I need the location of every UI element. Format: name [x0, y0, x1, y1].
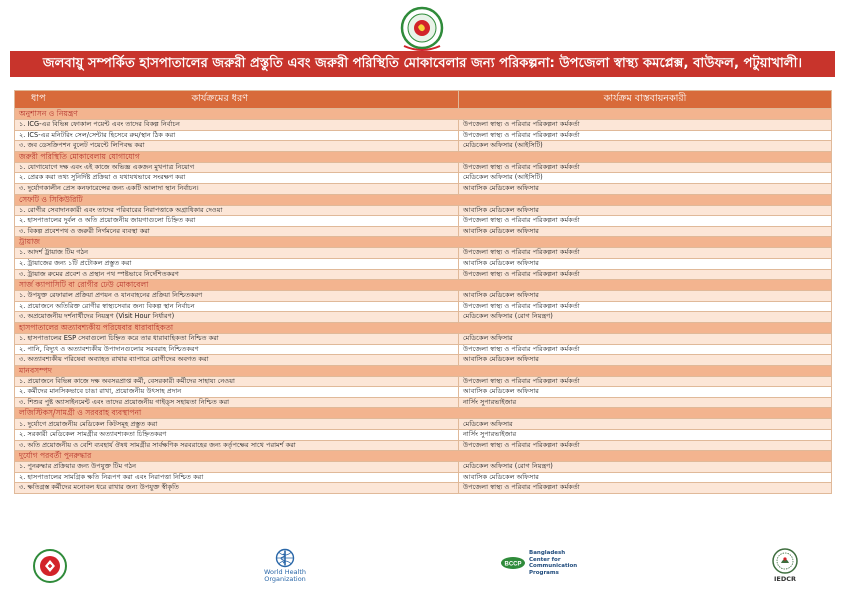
- header-activity-type: কার্যক্রমের ধরণ: [191, 93, 248, 104]
- emergency-plan-table: [14, 90, 832, 494]
- activity-cell: ২. প্রেরক করা তথ্য সুনির্দিষ্ট প্রক্রিয়া ও যথাযথভাবে সংরক্ষণ করা: [15, 173, 459, 184]
- implementer-cell: আবাসিক মেডিকেল অফিসার: [459, 183, 832, 194]
- table-row: [15, 130, 832, 141]
- implementer-cell: মেডিকেল অফিসার (আইসিটি): [459, 173, 832, 184]
- activity-cell: ১. দুর্যোগে প্রয়োজনীয় মেডিকেল কিটসমূহ প্রস্তুত করা: [15, 419, 459, 430]
- header-implementer: কার্যক্রম বাস্তবায়নকারী: [459, 91, 832, 109]
- section-row: [15, 451, 832, 462]
- table-row: [15, 291, 832, 302]
- dghs-emblem-icon: [32, 548, 68, 584]
- bccp-logo: [500, 550, 577, 576]
- table-row: [15, 183, 832, 194]
- implementer-cell: উপজেলা স্বাস্থ্য ও পরিবার পরিকল্পনা কর্মকর্তা: [459, 301, 832, 312]
- bccp-line-2: Center for: [529, 556, 561, 563]
- table-row: [15, 333, 832, 344]
- section-row: [15, 109, 832, 120]
- section-title: সেফটি ও সিকিউরিটি: [15, 194, 832, 205]
- table-row: [15, 387, 832, 398]
- activity-cell: ১. ICG-এর বিভিন্ন ফোকাল পয়েন্ট এবং তাদের বিকল্প নির্বাচন: [15, 120, 459, 131]
- activity-cell: ৩. বিকল্প প্রবেশপথ ও জরুরী নির্গমনের ব্যবস্থা করা: [15, 226, 459, 237]
- table-row: [15, 301, 832, 312]
- activity-cell: ৩. দুর্যোগকালীন প্রেস কনফারেন্সের জন্য একটি আলাদা স্থান নির্বাচন।: [15, 183, 459, 194]
- dghs-logo: [32, 548, 68, 584]
- table-row: [15, 376, 832, 387]
- section-title: ট্রায়াজ: [15, 237, 832, 248]
- activity-cell: ৩. অপ্রয়োজনীয় দর্শনার্থীদের নিয়ন্ত্রণ (Visit Hour নির্ধারণ): [15, 312, 459, 323]
- activity-cell: ২. ICS-এর মনিটরিং সেল/সেন্টার হিসেবে রুম/স্থান ঠিক করা: [15, 130, 459, 141]
- header-cell-step-activity: [15, 91, 459, 109]
- activity-cell: ১. পুনরুদ্ধার প্রক্রিয়ার জন্য উপযুক্ত টিম গঠন: [15, 462, 459, 473]
- bccp-line-4: Programs: [529, 569, 559, 576]
- activity-cell: ২. হাসপাতালের দুর্বল ও অতি প্রয়োজনীয় জায়গাগুলো চিহ্নিত করা: [15, 216, 459, 227]
- header-step: ধাপ: [31, 93, 46, 104]
- bccp-badge-text: BCCP: [504, 561, 522, 568]
- bangladesh-government-emblem-icon: [398, 6, 446, 52]
- activity-cell: ১. উপযুক্ত রেফারাল প্রক্রিয়া প্রণয়ন ও যানবাহনের প্রক্রিয়া নিশ্চিতকরণ: [15, 291, 459, 302]
- table-row: [15, 269, 832, 280]
- iedcr-label: IEDCR: [773, 575, 797, 583]
- table-row: [15, 397, 832, 408]
- table-row: [15, 162, 832, 173]
- activity-cell: ৩. জব ডেসক্রিপশন বুলেট পয়েন্টে লিপিবদ্ধ করা: [15, 141, 459, 152]
- activity-cell: ৩. ট্রায়াজ রুমের প্রবেশ ও প্রস্থান পথ স্পষ্টভাবে নির্দেশিতকরণ: [15, 269, 459, 280]
- table-row: [15, 216, 832, 227]
- section-title: অনুশাসন ও নিয়ন্ত্রণ: [15, 109, 832, 120]
- implementer-cell: আবাসিক মেডিকেল অফিসার: [459, 472, 832, 483]
- table-row: [15, 120, 832, 131]
- bccp-emblem-icon: [500, 556, 526, 570]
- implementer-cell: নার্সিং সুপারভাইজার: [459, 397, 832, 408]
- implementer-cell: উপজেলা স্বাস্থ্য ও পরিবার পরিকল্পনা কর্মকর্তা: [459, 120, 832, 131]
- table-row: [15, 344, 832, 355]
- implementer-cell: উপজেলা স্বাস্থ্য ও পরিবার পরিকল্পনা কর্মকর্তা: [459, 269, 832, 280]
- table-row: [15, 355, 832, 366]
- table-row: [15, 248, 832, 259]
- implementer-cell: উপজেলা স্বাস্থ্য ও পরিবার পরিকল্পনা কর্মকর্তা: [459, 130, 832, 141]
- table-row: [15, 483, 832, 494]
- who-emblem-icon: [274, 548, 296, 568]
- implementer-cell: উপজেলা স্বাস্থ্য ও পরিবার পরিকল্পনা কর্মকর্তা: [459, 483, 832, 494]
- table-row: [15, 258, 832, 269]
- table-row: [15, 462, 832, 473]
- activity-cell: ২. পানি, বিদ্যুৎ ও অত্যাবশ্যকীয় উপাদানগুলোর সরবরাহ নিশ্চিতকরণ: [15, 344, 459, 355]
- table-row: [15, 312, 832, 323]
- activity-cell: ১. হাসপাতালের ESP সেবাগুলো চিহ্নিত করে তার ধারাবাহিকতা নিশ্চিত করা: [15, 333, 459, 344]
- page-title-banner: [10, 51, 835, 77]
- implementer-cell: মেডিকেল অফিসার (রোগ নিয়ন্ত্রণ): [459, 312, 832, 323]
- table-body: [15, 109, 832, 494]
- implementer-cell: উপজেলা স্বাস্থ্য ও পরিবার পরিকল্পনা কর্মকর্তা: [459, 440, 832, 451]
- implementer-cell: উপজেলা স্বাস্থ্য ও পরিবার পরিকল্পনা কর্মকর্তা: [459, 344, 832, 355]
- table-row: [15, 141, 832, 152]
- activity-cell: ৩. শিশুর পুষ্ট অ্যাসাইনমেন্ট এবং তাদের প্রয়োজনীয় গাইড্স সহায়তা নিশ্চিত করা: [15, 397, 459, 408]
- implementer-cell: আবাসিক মেডিকেল অফিসার: [459, 258, 832, 269]
- implementer-cell: আবাসিক মেডিকেল অফিসার: [459, 226, 832, 237]
- table-row: [15, 173, 832, 184]
- bccp-line-1: Bangladesh: [529, 550, 566, 556]
- implementer-cell: মেডিকেল অফিসার (আইসিটি): [459, 141, 832, 152]
- implementer-cell: আবাসিক মেডিকেল অফিসার: [459, 291, 832, 302]
- table-row: [15, 472, 832, 483]
- implementer-cell: উপজেলা স্বাস্থ্য ও পরিবার পরিকল্পনা কর্মকর্তা: [459, 376, 832, 387]
- activity-cell: ১. আদর্শ ট্রায়াজ টিম গঠন: [15, 248, 459, 259]
- iedcr-logo: [772, 548, 798, 583]
- section-row: [15, 237, 832, 248]
- activity-cell: ৩. অত্যাবশ্যকীয় পরিষেবা অব্যাহত রাখার ব্যাপারে রোগীদের অবগত করা: [15, 355, 459, 366]
- table-row: [15, 205, 832, 216]
- activity-cell: ১. রোগীর সেবাদানকারী এবং তাদের পরিবারের নিরাপত্তাকে অগ্রাধিকার দেওয়া: [15, 205, 459, 216]
- implementer-cell: আবাসিক মেডিকেল অফিসার: [459, 355, 832, 366]
- who-line-2: Organization: [264, 575, 306, 583]
- table-header-row: [15, 91, 832, 109]
- implementer-cell: উপজেলা স্বাস্থ্য ও পরিবার পরিকল্পনা কর্মকর্তা: [459, 162, 832, 173]
- section-title: সার্জ ক্যাপাসিটি বা রোগীর ঢেউ মোকাবেলা: [15, 280, 832, 291]
- activity-cell: ২. কর্মীদের মানসিকভাবে চাঙা রাখা, প্রয়োজনীয় উৎসাহ প্রদান: [15, 387, 459, 398]
- implementer-cell: নার্সিং সুপারভাইজার: [459, 430, 832, 441]
- bccp-line-3: Communication: [529, 563, 578, 569]
- who-logo: [264, 548, 306, 583]
- implementer-cell: মেডিকেল অফিসার (রোগ নিয়ন্ত্রণ): [459, 462, 832, 473]
- section-row: [15, 151, 832, 162]
- implementer-cell: আবাসিক মেডিকেল অফিসার: [459, 205, 832, 216]
- implementer-cell: আবাসিক মেডিকেল অফিসার: [459, 387, 832, 398]
- activity-cell: ১. যোগাযোগে দক্ষ এবং এই কাজে অভিজ্ঞ একজন মুখপাত্র নিয়োগ: [15, 162, 459, 173]
- table-row: [15, 430, 832, 441]
- section-row: [15, 194, 832, 205]
- section-title: মানবসম্পদ: [15, 365, 832, 376]
- activity-cell: ৩. ক্ষতিগ্রস্ত কর্মীদের মনোবল ধরে রাখার জন্য উপযুক্ত স্বীকৃতি: [15, 483, 459, 494]
- implementer-cell: মেডিকেল অফিসার: [459, 333, 832, 344]
- iedcr-seal-icon: [772, 548, 798, 574]
- section-row: [15, 408, 832, 419]
- activity-cell: ২. ট্রায়াজের জন্য ১টি প্রটোকল প্রস্তুত করা: [15, 258, 459, 269]
- table-row: [15, 440, 832, 451]
- activity-cell: ২. প্রয়োজনে অতিরিক্ত রোগীর স্বাস্থ্যসেবার জন্য বিকল্প স্থান নির্বাচন: [15, 301, 459, 312]
- implementer-cell: উপজেলা স্বাস্থ্য ও পরিবার পরিকল্পনা কর্মকর্তা: [459, 216, 832, 227]
- activity-cell: ২. হাসপাতালের সামগ্রিক ক্ষতি নিরূপণ করা এবং নিরাপত্তা নিশ্চিত করা: [15, 472, 459, 483]
- table-row: [15, 419, 832, 430]
- section-title: লজিস্টিকস্/সামগ্রী ও সরবরাহ ব্যবস্থাপনা: [15, 408, 832, 419]
- section-row: [15, 322, 832, 333]
- section-title: দুর্যোগ পরবর্তী পুনরুদ্ধার: [15, 451, 832, 462]
- section-title: জরুরী পরিস্থিতি মোকাবেলায় যোগাযোগ: [15, 151, 832, 162]
- implementer-cell: উপজেলা স্বাস্থ্য ও পরিবার পরিকল্পনা কর্মকর্তা: [459, 248, 832, 259]
- table-row: [15, 226, 832, 237]
- activity-cell: ৩. অতি প্রয়োজনীয় ও বেশি ব্যবহার্য ঔষধ সামগ্রীর সার্বক্ষণিক সরবরাহের জন্য কর্তৃপক্ষের সাথে পরামর্শ করা: [15, 440, 459, 451]
- page-title: জলবায়ু সম্পর্কিত হাসপাতালের জরুরী প্রস্তুতি এবং জরুরী পরিস্থিতি মোকাবেলার জন্য পরিকল্পনা: উপজেলা স্বাস্থ্য কমপ্লেক্স, বাউফল, পটুয়াখালী।: [42, 56, 803, 71]
- who-line-1: World Health: [264, 568, 307, 576]
- activity-cell: ১. প্রয়োজনে বিভিন্ন কাজে দক্ষ অবসরপ্রাপ্ত কর্মী, বেসরকারী কর্মীদের সাহায্য নেওয়া: [15, 376, 459, 387]
- section-title: হাসপাতালের অত্যাবশ্যকীয় পরিষেবার ধারাবাহিকতা: [15, 322, 832, 333]
- activity-cell: ২. সরকারী মেডিকেল সামগ্রীর অত্যাবশ্যকতা চিহ্নিতকরণ: [15, 430, 459, 441]
- section-row: [15, 365, 832, 376]
- section-row: [15, 280, 832, 291]
- implementer-cell: মেডিকেল অফিসার: [459, 419, 832, 430]
